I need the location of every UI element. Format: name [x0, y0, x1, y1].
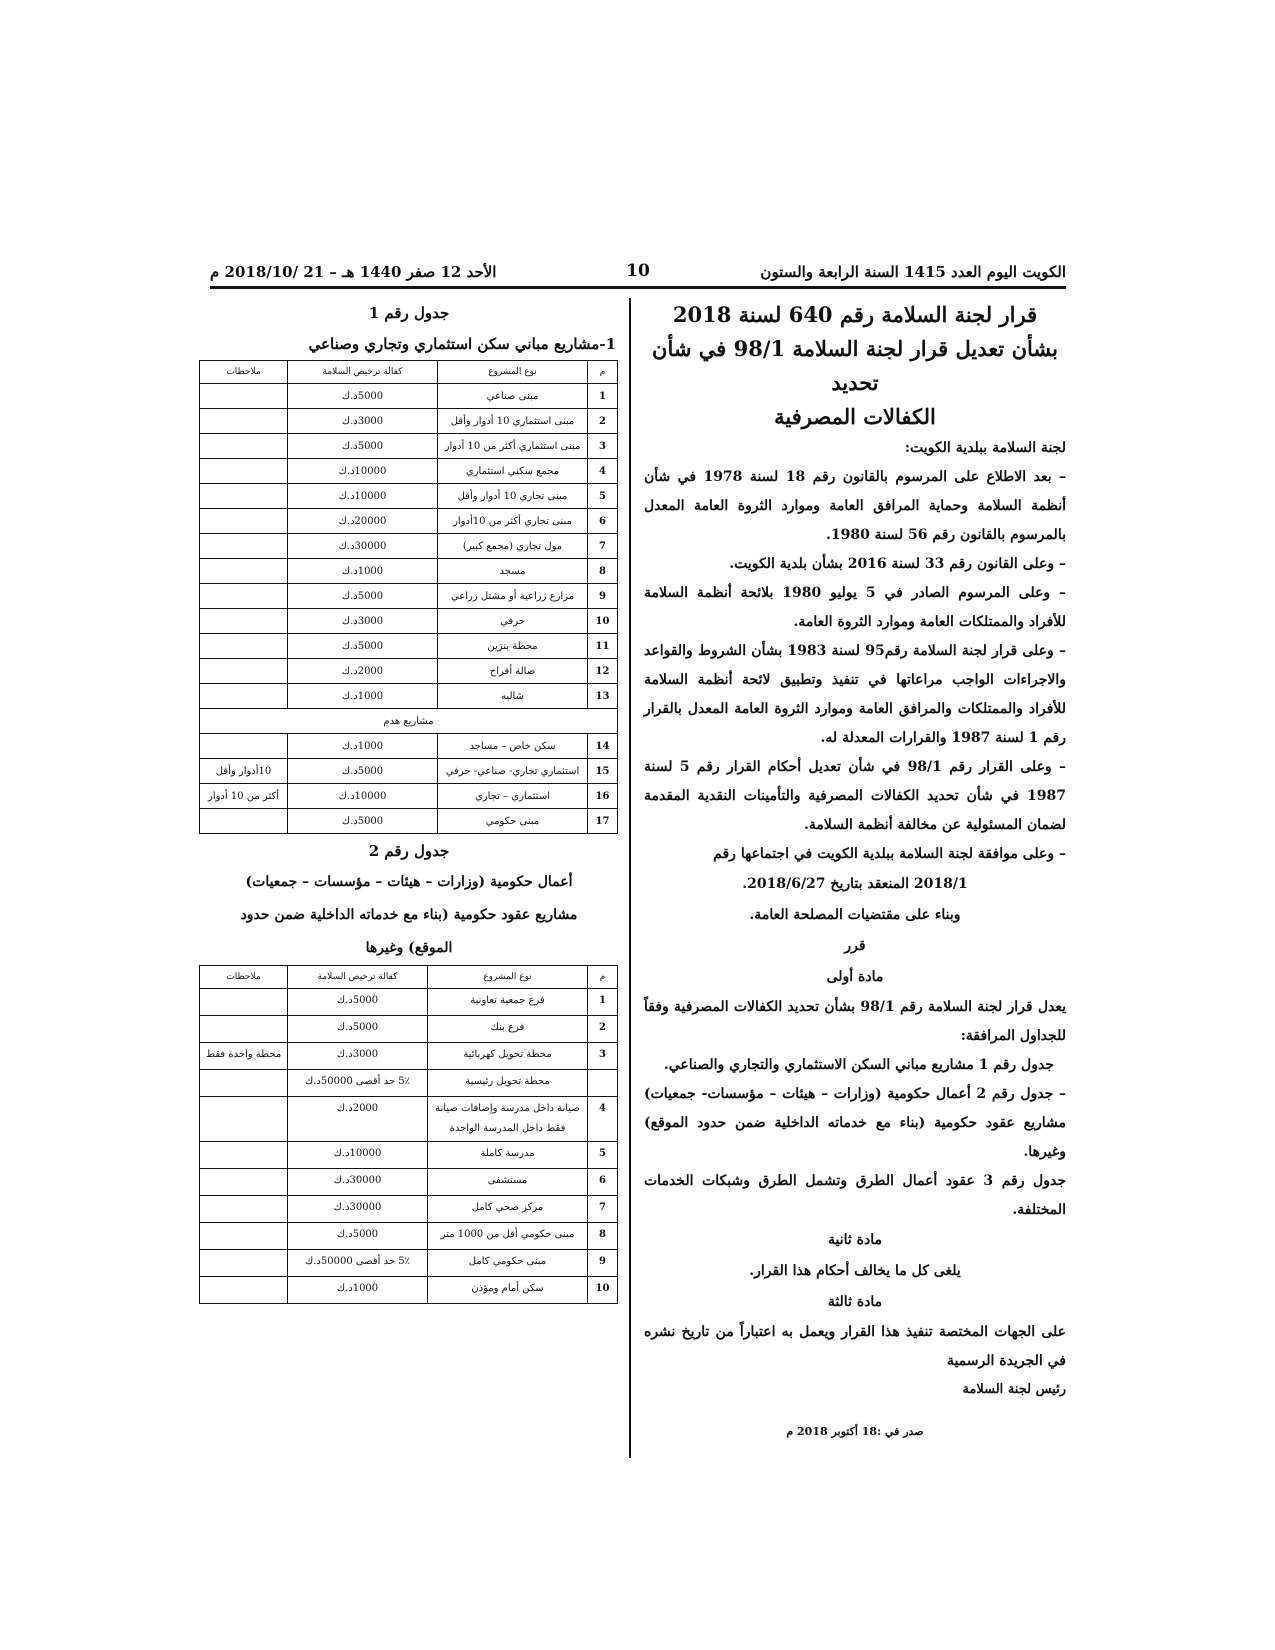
table1-cell: 5000د.ك [288, 384, 438, 409]
decree-preamble-5: – وعلى القرار رقم 98/1 في شأن تعديل أحكام القرار رقم 5 لسنة 1987 في شأن تحديد الكفالات المصرفية والتأمينات النقدية المقدمة لضمان المسئولية عن مخالفة أنظمة السلامة. [644, 759, 1066, 833]
table2-header-row [200, 966, 618, 989]
decree-preamble-3: – وعلى المرسوم الصادر في 5 يوليو 1980 بلائحة أنظمة السلامة للأفراد والممتلكات العامة وموارد الثروة العامة. [644, 585, 1067, 630]
table2-cell: 9 [588, 1250, 618, 1277]
table2-cell [200, 1070, 288, 1097]
table1-demolition-label: مشاريع هدم [200, 709, 618, 734]
table1-cell: 5 [588, 484, 618, 509]
table1-row [200, 409, 618, 434]
table1-row [200, 609, 618, 634]
table1-cell: مول تجاري (مجمع كبير) [438, 534, 588, 559]
table1-cell: 15 [588, 759, 618, 784]
table2-cell [200, 1142, 288, 1169]
table2-cell: 1000د.ك [288, 1277, 428, 1304]
table1-cell [200, 809, 288, 834]
table2-cell: 30000د.ك [288, 1196, 428, 1223]
table1-cell: 6 [588, 509, 618, 534]
header-rule [210, 286, 1066, 289]
table2-header-cell: نوع المشروع [428, 966, 588, 989]
table2-row [200, 1142, 618, 1169]
page-header [210, 255, 1066, 281]
table2-cell [200, 1097, 288, 1142]
table1-row [200, 434, 618, 459]
decree-column [644, 298, 1066, 1449]
table2-cell: 2000د.ك [288, 1097, 428, 1142]
table2-cell [200, 1250, 288, 1277]
table1-cell: 3000د.ك [288, 609, 438, 634]
table2-cell: 5 [588, 1142, 618, 1169]
table2-row [200, 989, 618, 1016]
table1-subtitle: 1-مشاريع مباني سكن استثماري وتجاري وصناعي [308, 335, 616, 353]
table1-cell [200, 534, 288, 559]
table2-cell: محطة واحدة فقط [200, 1043, 288, 1070]
table2-row [200, 1196, 618, 1223]
table2-cell: 30000د.ك [288, 1169, 428, 1196]
table1-cell [200, 634, 288, 659]
table1-cell: 5000د.ك [288, 634, 438, 659]
table1-cell: سكن خاص – مساجد [438, 734, 588, 759]
table1-cell: مسجد [438, 559, 588, 584]
table1-cell [200, 484, 288, 509]
table1-cell [200, 434, 288, 459]
table1-row [200, 484, 618, 509]
table1-cell: 10000د.ك [288, 484, 438, 509]
table1-cell: مبنى استثماري 10 أدوار وأقل [438, 409, 588, 434]
table1-row [200, 584, 618, 609]
decree-preamble-6b: 2018/1 المنعقد بتاريخ 2018/6/27. [742, 876, 968, 892]
decree-decided: قرر [844, 938, 866, 954]
table1-cell: صالة أفراح [438, 659, 588, 684]
table1-caption: جدول رقم 1 [368, 304, 450, 322]
table1-cell: 5000د.ك [288, 809, 438, 834]
table1-cell [200, 734, 288, 759]
signature: رئيس لجنة السلامة [962, 1382, 1066, 1397]
article-1-heading: مادة أولى [826, 969, 884, 985]
issue-date: صدر في :18 أكتوبر 2018 م [786, 1425, 924, 1438]
table1-cell: 8 [588, 559, 618, 584]
table1-cell: 9 [588, 584, 618, 609]
table1-cell [200, 409, 288, 434]
decree-preamble-7: وبناء على مقتضيات المصلحة العامة. [749, 907, 961, 923]
table1-cell: 1000د.ك [288, 684, 438, 709]
table2-cell [200, 1169, 288, 1196]
table2-cell: 5000د.ك [288, 1223, 428, 1250]
table1-cell [200, 684, 288, 709]
table2-header-cell: كفالة ترخيص السلامة [288, 966, 428, 989]
table1-cell [200, 609, 288, 634]
table1-cell: مزارع زراعية أو مشتل زراعي [438, 584, 588, 609]
table1-row [200, 509, 618, 534]
decree-preamble-4: – وعلى قرار لجنة السلامة رقم95 لسنة 1983 بشأن الشروط والقواعد والاجراءات الواجب مراعاتها في تنفيذ وتطبيق لائحة أنظمة السلامة للأفراد والممتلكات والمرافق العامة وموارد الثروة العامة المعدل بالقرار رقم 1 لسنة 1987 والقرارات المعدلة له. [644, 643, 1066, 746]
decree-preamble-6a: – وعلى موافقة لجنة السلامة ببلدية الكويت في اجتماعها رقم [713, 846, 1066, 862]
table1-cell: 13 [588, 684, 618, 709]
article-1-text: يعدل قرار لجنة السلامة رقم 98/1 بشأن تحديد الكفالات المصرفية وفقاً للجداول المرافقة: [644, 999, 1066, 1044]
table1-header-cell: م [588, 361, 618, 384]
tables-column [200, 298, 618, 1304]
table2-row [200, 1097, 618, 1142]
table1-row [200, 759, 618, 784]
table1-row [200, 384, 618, 409]
table2-cell: 10 [588, 1277, 618, 1304]
table2-cell [200, 1196, 288, 1223]
table1-row [200, 559, 618, 584]
table2-cell: محطة تحويل كهربائية [428, 1043, 588, 1070]
table2-cell: مركز صحي كامل [428, 1196, 588, 1223]
table1-cell: 30000د.ك [288, 534, 438, 559]
table1-cell: 1000د.ك [288, 559, 438, 584]
table1-cell: 1000د.ك [288, 734, 438, 759]
table1-header-cell: ملاحظات [200, 361, 288, 384]
table1-row [200, 459, 618, 484]
article-2-heading: مادة ثانية [828, 1232, 882, 1248]
table2-row [200, 1016, 618, 1043]
table2-header-cell: ملاحظات [200, 966, 288, 989]
table1-demolition-row [200, 709, 618, 734]
decree-title-line1: قرار لجنة السلامة رقم 640 لسنة 2018 [672, 302, 1038, 327]
table1-cell: 20000د.ك [288, 509, 438, 534]
table1-row [200, 734, 618, 759]
table2-cell: 2 [588, 1016, 618, 1043]
table1-cell: 12 [588, 659, 618, 684]
table1-row [200, 809, 618, 834]
article-1-table3: جدول رقم 3 عقود أعمال الطرق وتشمل الطرق وشبكات الخدمات المختلفة. [644, 1173, 1066, 1218]
decree-preamble-1: – بعد الاطلاع على المرسوم بالقانون رقم 18 لسنة 1978 في شأن أنظمة السلامة وحماية المرافق العامة وموارد الثروة العامة المعدل بالمرسوم بالقانون رقم 56 لسنة 1980. [644, 469, 1067, 543]
table2-cell [200, 1016, 288, 1043]
article-1-table1: جدول رقم 1 مشاريع مباني السكن الاستثماري والتجاري والصناعي. [663, 1057, 1054, 1073]
table2-cell: 5000د.ك [288, 1016, 428, 1043]
table2-cell [588, 1070, 618, 1097]
table1-cell: 3 [588, 434, 618, 459]
decree-preamble-2: – وعلى القانون رقم 33 لسنة 2016 بشأن بلدية الكويت. [729, 556, 1066, 572]
table2-row [200, 1223, 618, 1250]
table1-cell [200, 559, 288, 584]
table1-cell: 10000د.ك [288, 784, 438, 809]
table1-cell: 4 [588, 459, 618, 484]
table2-cell [200, 1223, 288, 1250]
table2-cell: مبنى حكومي كامل [428, 1250, 588, 1277]
table2-header-cell: م [588, 966, 618, 989]
table1-cell: حرفي [438, 609, 588, 634]
table2-cell: 10000د.ك [288, 1142, 428, 1169]
table1-cell: مجمع سكني استثماري [438, 459, 588, 484]
table1-header-cell: نوع المشروع [438, 361, 588, 384]
table1-cell: مبنى حكومي [438, 809, 588, 834]
table1-cell: 5000د.ك [288, 584, 438, 609]
table1-cell: استثماري تجاري- صناعي- حرفي [438, 759, 588, 784]
table1-cell: 17 [588, 809, 618, 834]
article-3-text: على الجهات المختصة تنفيذ هذا القرار ويعمل به اعتباراً من تاريخ نشره في الجريدة الرسمية [644, 1324, 1066, 1369]
table1-cell: مبنى استثماري أكثر من 10 أدوار [438, 434, 588, 459]
table1-cell: محطة بنزين [438, 634, 588, 659]
table2-cell: 3000د.ك [288, 1043, 428, 1070]
table2-cell: فرع بنك [428, 1016, 588, 1043]
table2-cell: 5٪ حد أقصى 50000د.ك [288, 1070, 428, 1097]
table1-cell [200, 509, 288, 534]
column-divider [629, 298, 631, 1458]
table1-cell: 3000د.ك [288, 409, 438, 434]
article-2-text: يلغى كل ما يخالف أحكام هذا القرار. [749, 1263, 961, 1279]
table1-cell: 5000د.ك [288, 759, 438, 784]
table2-cell: 7 [588, 1196, 618, 1223]
decree-title-line3: الكفالات المصرفية [774, 404, 936, 429]
table1-cell [200, 459, 288, 484]
table1 [199, 360, 618, 834]
table2-cell: 1 [588, 989, 618, 1016]
table1-cell: 7 [588, 534, 618, 559]
table2-cell: محطة تحويل رئيسية [428, 1070, 588, 1097]
table2-subtitle-2: مشاريع عقود حكومية (بناء مع خدماته الداخلية ضمن حدود [240, 907, 578, 923]
table1-cell: 1 [588, 384, 618, 409]
table1-cell: 2000د.ك [288, 659, 438, 684]
article-1-table2: – جدول رقم 2 أعمال حكومية (وزارات – هيئات – مؤسسات- جمعيات) مشاريع عقود حكومية (بناء مع خدماته الداخلية ضمن حدود الموقع) وغيرها. [644, 1086, 1066, 1160]
table2-caption: جدول رقم 2 [368, 842, 450, 860]
decree-issuer: لجنة السلامة ببلدية الكويت: [904, 440, 1066, 456]
table2-cell: سكن أمام ومؤذن [428, 1277, 588, 1304]
table1-cell: استثماري – تجاري [438, 784, 588, 809]
table2-row [200, 1169, 618, 1196]
table1-cell: مبنى صناعي [438, 384, 588, 409]
table1-cell [200, 659, 288, 684]
table2-cell [200, 1277, 288, 1304]
table2-row [200, 1250, 618, 1277]
table1-cell: مبنى تجاري أكثر من 10أدوار [438, 509, 588, 534]
table2-cell: 4 [588, 1097, 618, 1142]
table2-cell: 8 [588, 1223, 618, 1250]
table2-subtitle-1: أعمال حكومية (وزارات – هيئات – مؤسسات – جمعيات) [245, 874, 573, 890]
table1-cell: 2 [588, 409, 618, 434]
table1-cell: 10 [588, 609, 618, 634]
table1-row [200, 684, 618, 709]
header-publication: الكويت اليوم العدد 1415 السنة الرابعة والستون [760, 263, 1066, 281]
table1-cell [200, 584, 288, 609]
decree-title-line2: بشأن تعديل قرار لجنة السلامة 98/1 في شأن تحديد [652, 336, 1058, 395]
table1-cell: مبنى تجاري 10 أدوار وأقل [438, 484, 588, 509]
table2-cell: صيانة داخل مدرسة وإضافات صيانة فقط داخل المدرسة الواحدة [428, 1097, 588, 1142]
table1-cell: 5000د.ك [288, 434, 438, 459]
table2-subtitle-3: الموقع) وغيرها [365, 940, 453, 956]
table1-header-cell: كفالة ترخيص السلامة [288, 361, 438, 384]
table1-cell [200, 384, 288, 409]
table1-cell: 11 [588, 634, 618, 659]
table1-cell: أكثر من 10 أدوار [200, 784, 288, 809]
table2-cell: 5٪ حد أقصى 50000د.ك [288, 1250, 428, 1277]
table1-cell: 16 [588, 784, 618, 809]
article-3-heading: مادة ثالثة [827, 1294, 883, 1310]
table1-row [200, 784, 618, 809]
table2-cell: فرع جمعية تعاونية [428, 989, 588, 1016]
table1-header-row [200, 361, 618, 384]
table2-cell [200, 989, 288, 1016]
table2 [199, 965, 618, 1304]
table1-row [200, 634, 618, 659]
table1-cell: شاليه [438, 684, 588, 709]
table1-cell: 14 [588, 734, 618, 759]
table2-row [200, 1277, 618, 1304]
table1-cell: 10000د.ك [288, 459, 438, 484]
table1-row [200, 659, 618, 684]
table1-row [200, 534, 618, 559]
table2-row [200, 1043, 618, 1070]
table2-cell: مدرسة كاملة [428, 1142, 588, 1169]
table2-cell: مبنى حكومي أقل من 1000 متر [428, 1223, 588, 1250]
table1-cell: 10أدوار وأقل [200, 759, 288, 784]
table2-cell: 6 [588, 1169, 618, 1196]
table2-cell: 5000د.ك [288, 989, 428, 1016]
table2-row [200, 1070, 618, 1097]
header-date: الأحد 12 صفر 1440 هـ – 21 /2018/10 م [210, 263, 497, 281]
page-number: 10 [626, 261, 650, 281]
table2-cell: مستشفى [428, 1169, 588, 1196]
table2-cell: 3 [588, 1043, 618, 1070]
